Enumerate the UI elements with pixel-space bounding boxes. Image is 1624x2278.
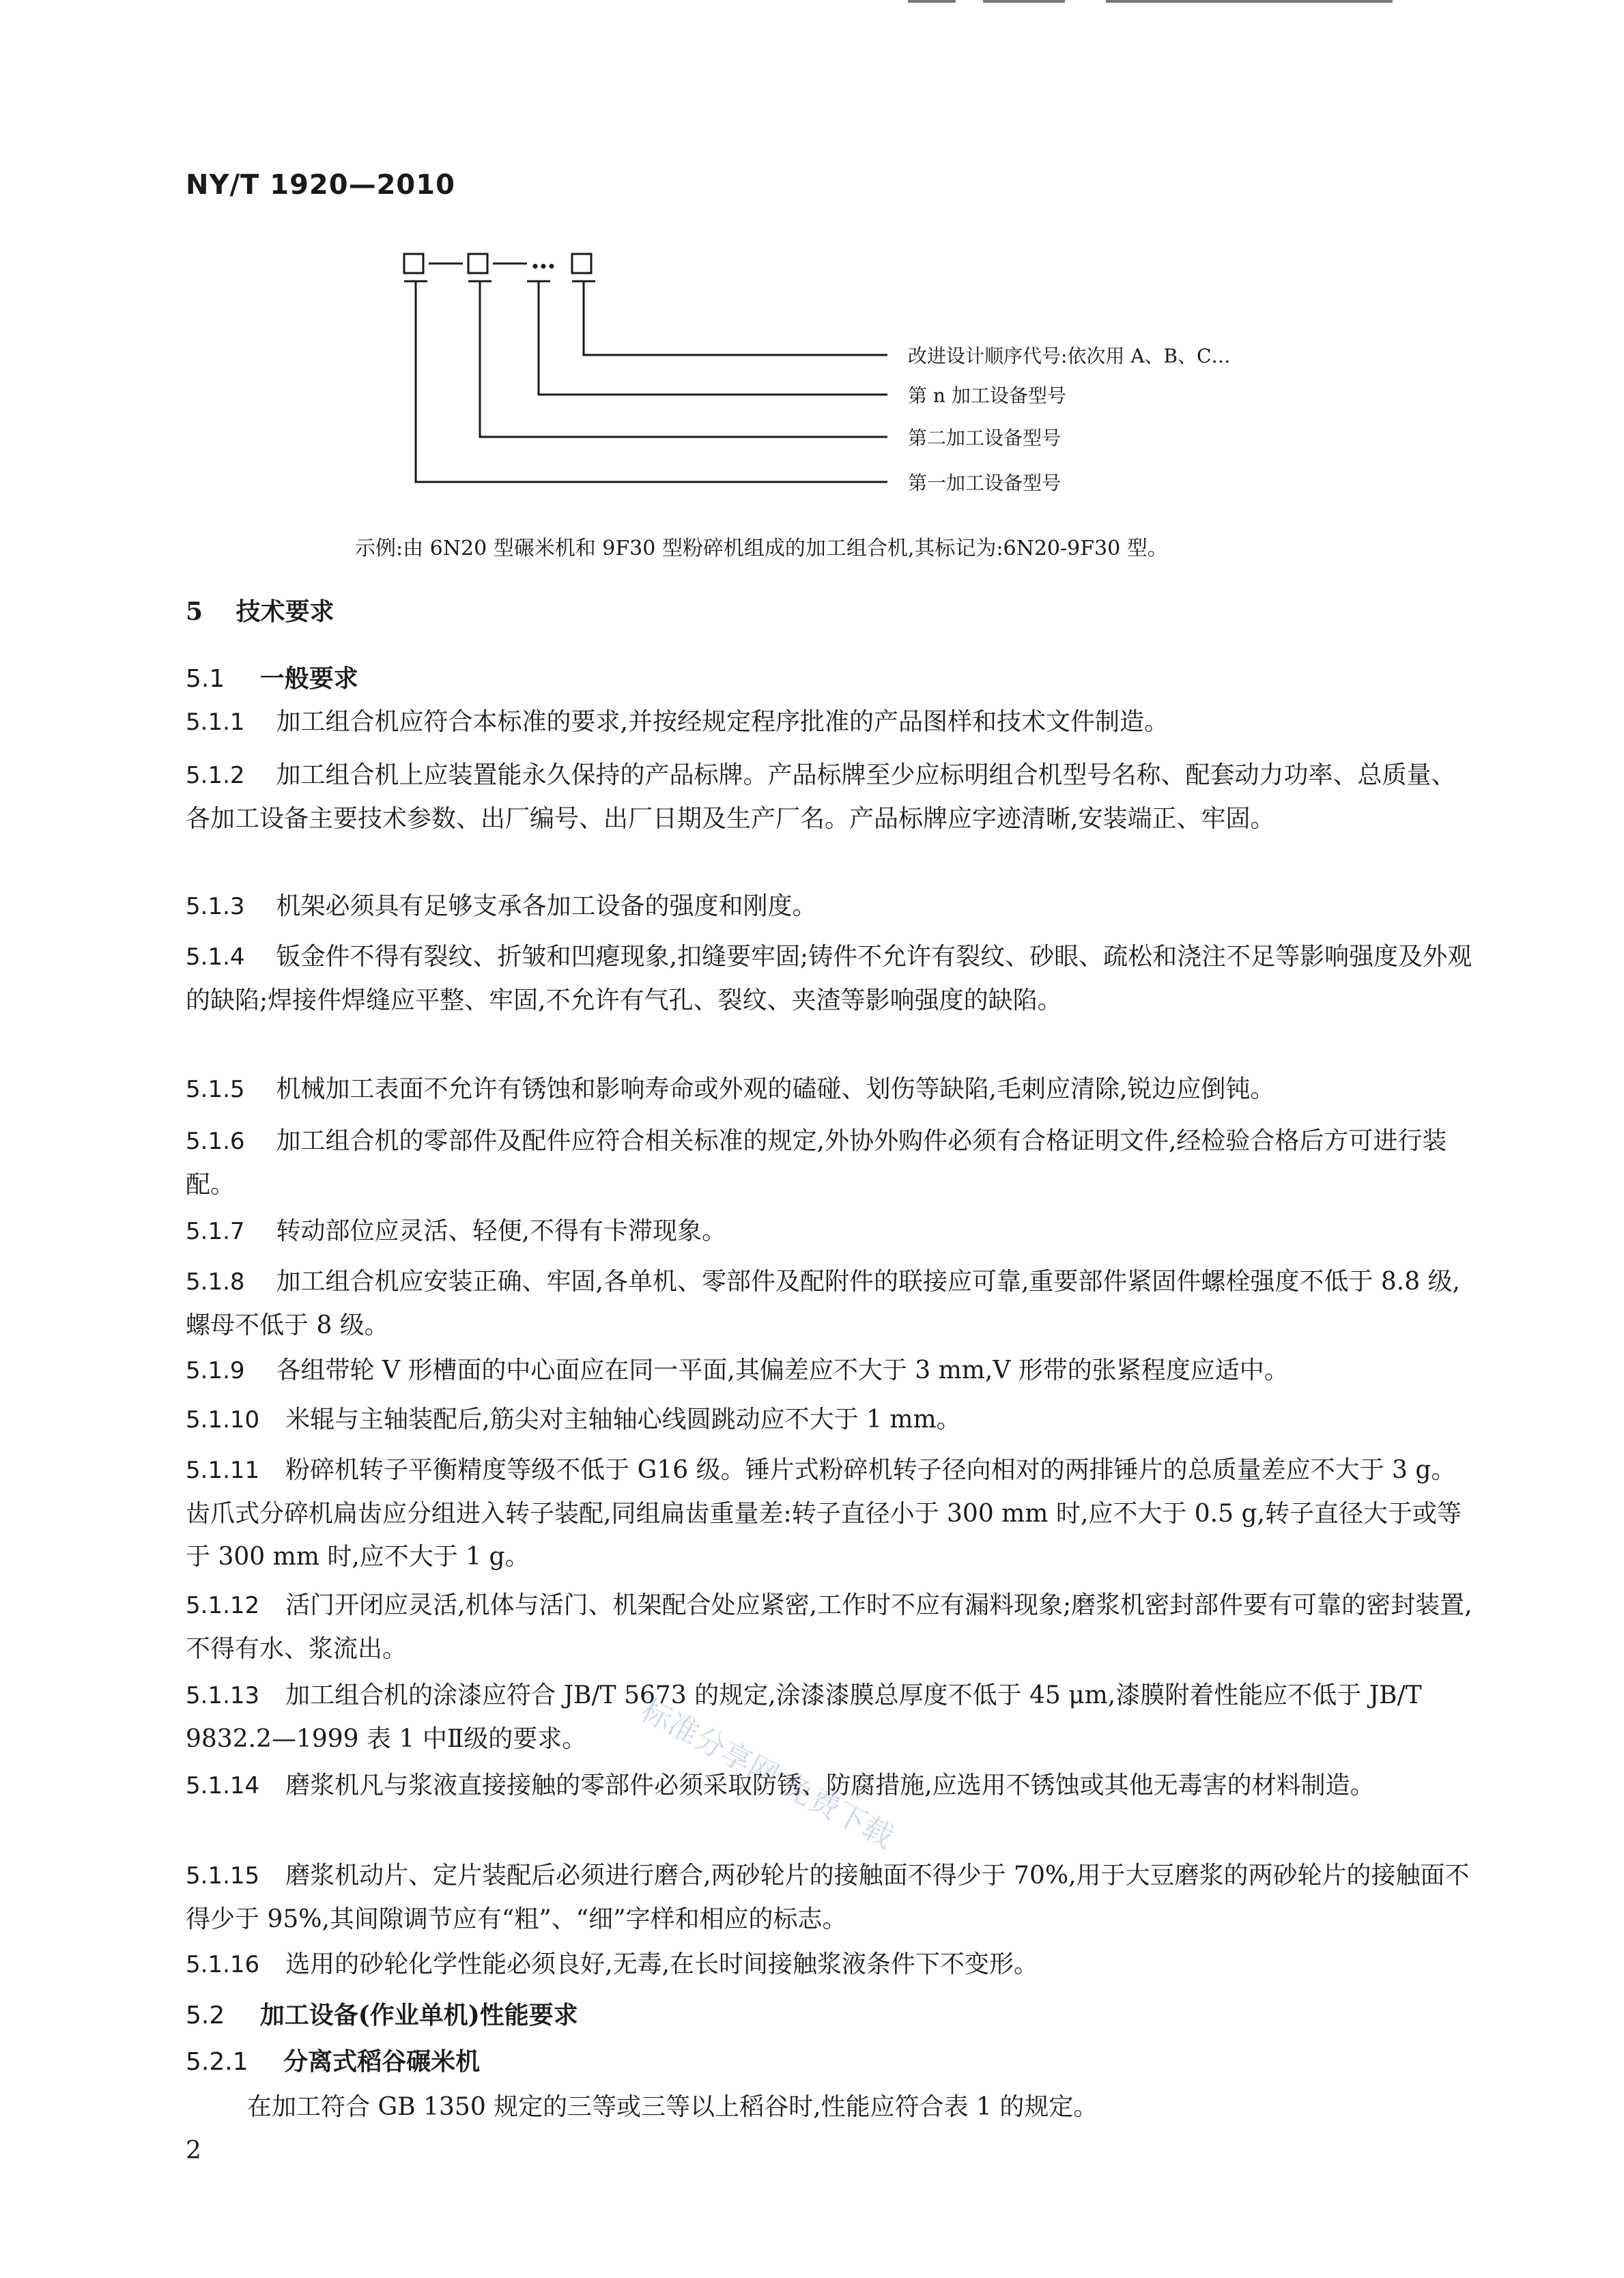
- clause-number: 5.1.15: [186, 1862, 260, 1890]
- diagram-box-1: [404, 254, 423, 273]
- clause-number: 5.1.13: [186, 1682, 260, 1709]
- clause-5-1-5: [186, 1068, 1476, 1111]
- clause-text: 加工组合机应符合本标准的要求,并按经规定程序批准的产品图样和技术文件制造。: [276, 708, 1169, 736]
- clause-text: 米辊与主轴装配后,筋尖对主轴轴心线圆跳动应不大于 1 mm。: [285, 1406, 961, 1434]
- watermark-stamp: 标准分享网 免费下载: [635, 1692, 899, 1855]
- clause-text: 转动部位应灵活、轻便,不得有卡滞现象。: [276, 1217, 726, 1245]
- clause-text: 粉碎机转子平衡精度等级不低于 G16 级。锤片式粉碎机转子径向相对的两排锤片的总质量差应不大于 3 g。齿爪式分碎机扁齿应分组进入转子装配,同组扁齿重量差:转子直径小于 300 mm 时,应不大于 0.5 g,转子直径大于或等于 300 mm 时,应不大于 1 g。: [186, 1456, 1462, 1571]
- leader-line-2: [539, 281, 887, 395]
- clause-text: 磨浆机动片、定片装配后必须进行磨合,两砂轮片的接触面不得少于 70%,用于大豆磨浆的两砂轮片的接触面不得少于 95%,其间隙调节应有“粗”、“细”字样和相应的标志。: [186, 1862, 1470, 1933]
- section-title: 分离式稻谷碾米机: [283, 2047, 481, 2076]
- clause-number: 5.1.14: [186, 1772, 260, 1799]
- clause-number: 5.1.9: [186, 1357, 245, 1384]
- designation-example: 示例:由 6N20 型碾米机和 9F30 型粉碎机组成的加工组合机,其标记为:6N20-9F30 型。: [355, 537, 1168, 560]
- clause-5-1-2: [186, 754, 1476, 840]
- section-5-2-heading: [186, 1996, 578, 2031]
- page-number: 2: [186, 2137, 201, 2165]
- clause-text: 加工组合机上应装置能永久保持的产品标牌。产品标牌至少应标明组合机型号名称、配套动力功率、总质量、各加工设备主要技术参数、出厂编号、出厂日期及生产厂名。产品标牌应字迹清晰,安装端正、牢固。: [186, 761, 1456, 833]
- clause-text: 磨浆机凡与浆液直接接触的零部件必须采取防锈、防腐措施,应选用不锈蚀或其他无毒害的材料制造。: [285, 1771, 1375, 1799]
- section-title: 技术要求: [236, 597, 334, 626]
- clause-number: 5.1.12: [186, 1592, 260, 1619]
- standard-code-header: NY/T 1920—2010: [186, 169, 455, 201]
- section-5-heading: [186, 593, 334, 627]
- section-5-1-heading: [186, 659, 358, 694]
- clause-text: 各组带轮 V 形槽面的中心面应在同一平面,其偏差应不大于 3 mm,V 形带的张紧程度应适中。: [276, 1356, 1289, 1384]
- clause-text: 机械加工表面不允许有锈蚀和影响寿命或外观的磕碰、划伤等缺陷,毛刺应清除,锐边应倒钝。: [276, 1075, 1275, 1103]
- clause-number: 5.1.8: [186, 1268, 245, 1296]
- designation-diagram: [0, 0, 1624, 532]
- clause-5-1-11: [186, 1449, 1476, 1578]
- clause-number: 5.1.7: [186, 1218, 245, 1245]
- leader-line-4: [416, 281, 887, 482]
- clause-5-1-8: [186, 1260, 1476, 1347]
- section-number: 5.1: [186, 665, 225, 693]
- clause-text: 加工组合机的零部件及配件应符合相关标准的规定,外协外购件必须有合格证明文件,经检验合格后方可进行装配。: [186, 1127, 1447, 1199]
- clause-5-1-3: [186, 885, 1476, 928]
- clause-number: 5.1.16: [186, 1951, 260, 1978]
- clause-number: 5.1.6: [186, 1128, 245, 1155]
- clause-text: 机架必须具有足够支承各加工设备的强度和刚度。: [276, 892, 817, 920]
- clause-text: 加工组合机的涂漆应符合 JB/T 5673 的规定,涂漆漆膜总厚度不低于 45 μm,漆膜附着性能应不低于 JB/T 9832.2—1999 表 1 中Ⅱ级的要求。: [186, 1681, 1422, 1753]
- diagram-label-nth: 第 n 加工设备型号: [908, 384, 1066, 407]
- clause-5-1-6: [186, 1120, 1476, 1206]
- clause-5-1-7: [186, 1210, 1476, 1253]
- section-title: 一般要求: [259, 664, 358, 693]
- clause-number: 5.1.2: [186, 762, 245, 789]
- clause-text: 活门开闭应灵活,机体与活门、机架配合处应紧密,工作时不应有漏料现象;磨浆机密封部件要有可靠的密封装置,不得有水、浆流出。: [186, 1591, 1472, 1663]
- diagram-box-2: [468, 254, 487, 273]
- clause-number: 5.1.10: [186, 1406, 260, 1434]
- clause-text: 钣金件不得有裂纹、折皱和凹瘪现象,扣缝要牢固;铸件不允许有裂纹、砂眼、疏松和浇注不足等影响强度及外观的缺陷;焊接件焊缝应平整、牢固,不允许有气孔、裂纹、夹渣等影响强度的缺陷。: [186, 943, 1472, 1014]
- clause-5-1-10: [186, 1398, 1476, 1442]
- clause-5-1-4: [186, 935, 1476, 1022]
- clause-number: 5.1.11: [186, 1457, 260, 1484]
- clause-number: 5.1.3: [186, 893, 245, 920]
- section-5-2-1-heading: [186, 2042, 480, 2077]
- section-number: 5.2: [186, 2002, 225, 2030]
- section-title: 加工设备(作业单机)性能要求: [259, 2001, 578, 2030]
- section-5-2-1-intro: 在加工符合 GB 1350 规定的三等或三等以上稻谷时,性能应符合表 1 的规定。: [247, 2093, 1098, 2121]
- clause-5-1-12: [186, 1584, 1476, 1670]
- diagram-label-revision: 改进设计顺序代号:依次用 A、B、C…: [908, 345, 1231, 367]
- clause-5-1-13: [186, 1674, 1476, 1761]
- section-number: 5.2.1: [186, 2048, 248, 2076]
- clause-5-1-1: [186, 700, 1476, 744]
- clause-text: 选用的砂轮化学性能必须良好,无毒,在长时间接触浆液条件下不变形。: [285, 1950, 1039, 1978]
- clause-5-1-15: [186, 1854, 1476, 1941]
- diagram-label-second: 第二加工设备型号: [908, 427, 1062, 449]
- diagram-box-n: [572, 254, 591, 273]
- clause-number: 5.1.1: [186, 709, 245, 736]
- leader-line-1: [584, 281, 887, 355]
- clause-5-1-16: [186, 1943, 1476, 1987]
- diagram-label-first: 第一加工设备型号: [908, 472, 1062, 494]
- section-number: 5: [186, 597, 203, 626]
- clause-number: 5.1.4: [186, 943, 245, 971]
- clause-text: 加工组合机应安装正确、牢固,各单机、零部件及配附件的联接应可靠,重要部件紧固件螺栓强度不低于 8.8 级,螺母不低于 8 级。: [186, 1268, 1460, 1339]
- clause-number: 5.1.5: [186, 1076, 245, 1103]
- clause-5-1-9: [186, 1349, 1476, 1393]
- leader-line-3: [480, 281, 887, 437]
